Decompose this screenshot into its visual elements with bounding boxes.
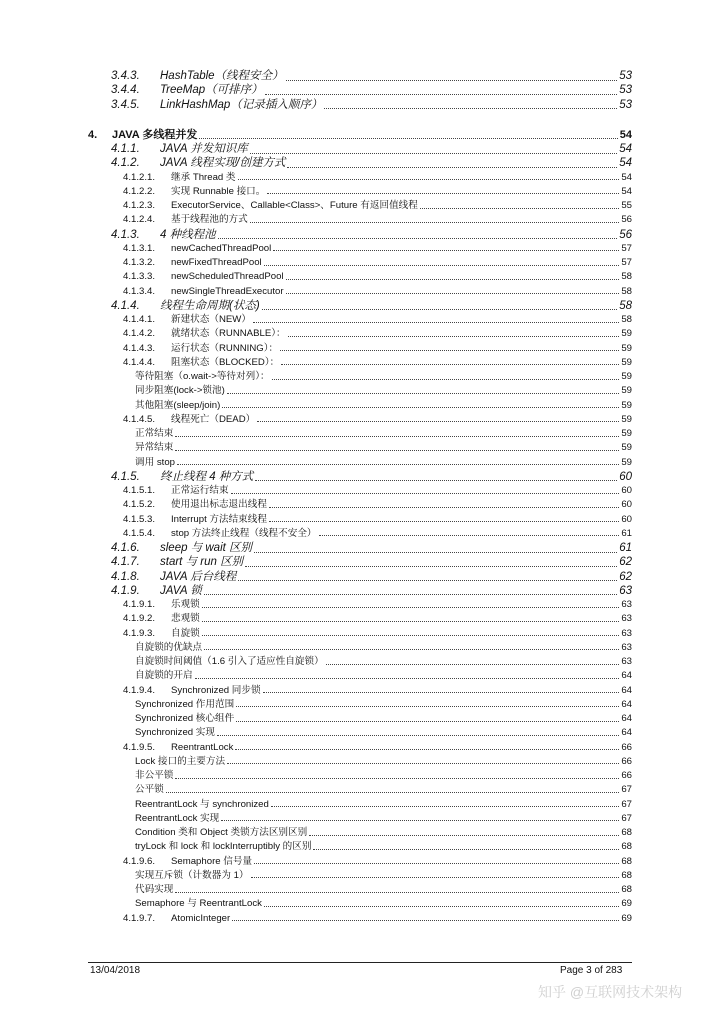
toc-entry-page: 59 (621, 356, 632, 368)
dot-leader (288, 336, 620, 337)
dot-leader (267, 193, 619, 194)
toc-entry-title: 就绪状态（RUNNABLE）： (171, 328, 286, 340)
dot-leader (222, 407, 619, 408)
dot-leader (250, 153, 617, 154)
toc-entry-title: Lock 接口的主要方法 (135, 755, 226, 767)
toc-entry-title: 终止线程 4 种方式 (160, 470, 254, 483)
dot-leader (175, 892, 619, 893)
toc-entry-number: 4.1.2.4. (123, 214, 156, 226)
toc-entry[interactable] (111, 100, 632, 112)
dot-leader (250, 222, 620, 223)
toc-entry-page: 68 (621, 884, 632, 895)
toc-entry-title: Synchronized 作用范围 (135, 698, 235, 710)
toc-entry[interactable] (123, 315, 632, 325)
toc-entry-page: 68 (621, 827, 632, 838)
toc-entry[interactable] (123, 686, 632, 696)
toc-entry-number: 4.1.9.4. (123, 684, 156, 696)
toc-entry[interactable] (135, 728, 632, 738)
dot-leader (204, 594, 617, 595)
toc-entry-title: 等待阻塞（o.wait->等待对列）： (135, 371, 270, 382)
toc-entry-title: 调用 stop (135, 456, 175, 468)
footer-date: 13/04/2018 (90, 965, 141, 976)
toc-entry[interactable] (135, 458, 632, 468)
toc-entry-page: 63 (621, 599, 632, 610)
dot-leader (166, 792, 620, 793)
toc-entry-number: 4.1.9.2. (123, 613, 156, 625)
toc-entry-page: 64 (621, 727, 632, 739)
toc-entry-page: 60 (619, 470, 632, 483)
dot-leader (204, 649, 619, 650)
toc-entry[interactable] (135, 643, 632, 653)
toc-entry-page: 61 (621, 527, 632, 539)
toc-entry-title: 同步阻塞(lock->锁池) (135, 385, 225, 397)
toc-entry-page: 69 (621, 898, 632, 910)
toc-entry-title: 代码实现 (135, 884, 174, 895)
toc-entry-number: 4.1.9.3. (123, 627, 156, 639)
toc-entry-number: 4.1.4.2. (123, 328, 156, 340)
watermark: 知乎 @互联网技术架构 (538, 984, 683, 1000)
toc-entry[interactable] (123, 857, 632, 867)
toc-entry-title: JAVA 多线程并发 (112, 128, 198, 141)
toc-entry[interactable] (135, 800, 632, 810)
toc-entry-number: 4.1.5.3. (123, 513, 156, 525)
toc-entry-page: 67 (621, 812, 632, 824)
toc-entry-title: 实现互斥锁（计数器为 1） (135, 869, 249, 881)
toc-entry-title: 线程生命周期(状态) (160, 299, 260, 312)
toc-entry-page: 64 (621, 698, 632, 710)
toc-entry-page: 62 (619, 556, 632, 569)
toc-entry-number: 4.1.4. (111, 299, 140, 312)
toc-entry-page: 64 (621, 670, 632, 682)
toc-entry-title: Semaphore 与 ReentrantLock (135, 898, 262, 910)
toc-entry-title: Synchronized 实现 (135, 727, 215, 739)
toc-entry-page: 59 (621, 413, 632, 425)
toc-entry-title: TreeMap（可排序） (160, 84, 263, 97)
toc-entry-title: 线程死亡（DEAD） (171, 413, 256, 425)
toc-entry-number: 4.1.4.3. (123, 342, 156, 354)
toc-entry[interactable] (123, 173, 632, 183)
toc-entry-number: 4.1.3.4. (123, 285, 156, 297)
dot-leader (238, 179, 620, 180)
toc-entry-title: AtomicInteger (171, 912, 231, 924)
toc-entry[interactable] (123, 486, 632, 496)
toc-entry[interactable] (111, 158, 632, 170)
toc-entry[interactable] (135, 443, 632, 453)
toc-entry-page: 54 (621, 171, 632, 183)
toc-entry-title: Condition 类和 Object 类锁方法区别区别 (135, 827, 308, 838)
toc-entry[interactable] (111, 85, 632, 97)
toc-entry[interactable] (123, 914, 632, 924)
toc-entry[interactable] (123, 529, 632, 539)
toc-entry-title: LinkHashMap（记录插入顺序） (160, 98, 323, 111)
toc-entry-title: 正常运行结束 (171, 485, 229, 496)
dot-leader (262, 309, 618, 310)
toc-entry-title: 4 种线程池 (160, 228, 216, 241)
toc-entry-title: 非公平锁 (135, 770, 174, 781)
toc-entry-number: 4.1.2.1. (123, 171, 156, 183)
toc-entry-title: 自旋锁时间阈值（1.6 引入了适应性自旋锁） (135, 656, 324, 667)
dot-leader (227, 763, 619, 764)
toc-entry[interactable] (135, 899, 632, 909)
toc-entry-title: ReentrantLock 实现 (135, 812, 220, 824)
dot-leader (199, 138, 617, 139)
toc-entry-page: 63 (621, 613, 632, 625)
toc-entry[interactable] (123, 215, 632, 225)
toc-entry-page: 53 (619, 84, 632, 97)
toc-entry-page: 54 (619, 128, 632, 141)
toc-entry-page: 59 (621, 342, 632, 354)
toc-entry-number: 4.1.3.2. (123, 257, 156, 268)
dot-leader (253, 322, 619, 323)
toc-entry-title: HashTable（线程安全） (160, 70, 284, 82)
dot-leader (227, 393, 620, 394)
toc-entry[interactable] (135, 828, 632, 838)
toc-entry[interactable] (123, 244, 632, 254)
toc-entry-title: JAVA 后台线程 (160, 570, 237, 583)
toc-entry[interactable] (123, 629, 632, 639)
dot-leader (263, 692, 620, 693)
toc-entry[interactable] (123, 272, 632, 282)
toc-entry-number: 3.4.3. (111, 70, 140, 82)
dot-leader (235, 749, 619, 750)
toc-entry-number: 4.1.8. (111, 570, 140, 583)
toc-entry[interactable] (123, 500, 632, 510)
toc-entry-number: 4.1.7. (111, 556, 140, 569)
toc-entry-title: newSingleThreadExecutor (171, 285, 284, 297)
toc-entry-title: 运行状态（RUNNING）： (171, 342, 279, 354)
toc-entry-number: 4.1.9. (111, 584, 140, 597)
toc-entry[interactable] (135, 386, 632, 396)
toc-entry-number: 4. (88, 128, 98, 141)
toc-entry-number: 3.4.5. (111, 98, 140, 111)
toc-entry-title: JAVA 并发知识库 (160, 143, 248, 155)
toc-entry[interactable] (123, 515, 632, 525)
dot-leader (238, 580, 617, 581)
toc-entry-page: 54 (621, 185, 632, 197)
toc-entry-title: tryLock 和 lock 和 lockInterruptibly 的区别 (135, 841, 312, 853)
toc-entry-number: 4.1.9.7. (123, 912, 156, 924)
toc-entry-page: 63 (619, 584, 632, 597)
dot-leader (175, 778, 619, 779)
toc-entry[interactable] (123, 415, 632, 425)
toc-entry-title: 公平锁 (135, 784, 164, 796)
toc-entry-page: 63 (621, 641, 632, 653)
dot-leader (236, 721, 619, 722)
dot-leader (420, 208, 619, 209)
dot-leader (221, 820, 619, 821)
dot-leader (175, 436, 619, 437)
dot-leader (269, 507, 619, 508)
toc-entry-number: 4.1.5.2. (123, 499, 156, 511)
toc-entry[interactable] (111, 586, 632, 598)
toc-entry-title: 使用退出标志退出线程 (171, 499, 267, 511)
dot-leader (195, 678, 620, 679)
toc-entry-title: JAVA 线程实现/创建方式 (160, 157, 286, 170)
toc-entry-page: 59 (621, 456, 632, 468)
toc-entry-page: 57 (621, 257, 632, 268)
toc-entry-number: 4.1.9.1. (123, 599, 156, 610)
toc-entry-title: Interrupt 方法结束线程 (171, 513, 267, 525)
toc-entry-page: 61 (619, 542, 632, 554)
toc-entry[interactable] (135, 700, 632, 710)
toc-entry-page: 59 (621, 385, 632, 397)
toc-entry-page: 68 (621, 869, 632, 881)
toc-entry-number: 4.1.3.3. (123, 271, 156, 283)
dot-leader (319, 535, 620, 536)
dot-leader (232, 920, 619, 921)
footer-divider (88, 962, 632, 963)
dot-leader (271, 806, 619, 807)
toc-entry-page: 59 (621, 328, 632, 340)
dot-leader (286, 293, 620, 294)
toc-entry[interactable] (135, 785, 632, 795)
toc-entry[interactable] (135, 885, 632, 895)
dot-leader (202, 607, 620, 608)
toc-entry-title: 正常结束 (135, 428, 174, 439)
toc-entry[interactable] (123, 600, 632, 610)
toc-entry[interactable] (123, 614, 632, 624)
toc-entry[interactable] (135, 429, 632, 439)
toc-entry-page: 62 (619, 570, 632, 583)
toc-entry-page: 55 (621, 200, 632, 211)
toc-entry-title: ReentrantLock 与 synchronized (135, 798, 269, 810)
toc-entry-number: 4.1.5.4. (123, 527, 156, 539)
toc-entry-page: 67 (621, 784, 632, 796)
toc-entry[interactable] (123, 201, 632, 211)
toc-entry[interactable] (111, 71, 632, 83)
toc-entry[interactable] (123, 344, 632, 354)
dot-leader (326, 664, 620, 665)
toc-entry-page: 68 (621, 841, 632, 853)
toc-entry-number: 4.1.5. (111, 470, 140, 483)
toc-entry-number: 4.1.5.1. (123, 485, 156, 496)
toc-entry[interactable] (135, 714, 632, 724)
dot-leader (245, 566, 617, 567)
toc-entry-page: 64 (621, 713, 632, 724)
toc-entry[interactable] (88, 130, 632, 141)
dot-leader (217, 735, 619, 736)
toc-entry-title: 实现 Runnable 接口。 (171, 185, 266, 197)
toc-entry-page: 59 (621, 399, 632, 411)
dot-leader (264, 906, 619, 907)
toc-entry-page: 58 (621, 314, 632, 325)
dot-leader (280, 350, 619, 351)
toc-entry-title: 异常结束 (135, 442, 174, 454)
toc-entry-page: 66 (621, 755, 632, 767)
dot-leader (287, 167, 617, 168)
toc-entry[interactable] (123, 358, 632, 368)
toc-entry-page: 60 (621, 513, 632, 525)
toc-entry-title: 新建状态（NEW） (171, 314, 251, 325)
dot-leader (273, 250, 619, 251)
toc-entry[interactable] (111, 543, 632, 555)
toc-entry[interactable] (135, 757, 632, 767)
toc-entry[interactable] (135, 771, 632, 781)
toc-entry-number: 4.1.4.4. (123, 356, 156, 368)
toc-entry-title: 自旋锁的开启 (135, 670, 193, 682)
toc-entry-page: 60 (621, 499, 632, 511)
toc-entry[interactable] (123, 329, 632, 339)
toc-entry[interactable] (135, 372, 632, 382)
toc-entry[interactable] (111, 230, 632, 242)
dot-leader (218, 238, 618, 239)
dot-leader (281, 364, 619, 365)
toc-entry-number: 4.1.4.1. (123, 314, 156, 325)
toc-entry[interactable] (135, 657, 632, 667)
dot-leader (264, 265, 620, 266)
toc-entry-page: 59 (621, 371, 632, 382)
dot-leader (286, 80, 618, 81)
toc-entry-title: ExecutorService、Callable<Class>、Future 有返回值线程 (171, 200, 418, 211)
dot-leader (231, 493, 620, 494)
toc-entry-page: 64 (621, 684, 632, 696)
toc-entry-page: 54 (619, 143, 632, 155)
toc-entry-title: newScheduledThreadPool (171, 271, 284, 283)
dot-leader (254, 863, 619, 864)
footer-page-number: Page 3 of 283 (560, 965, 623, 976)
toc-entry-page: 63 (621, 627, 632, 639)
dot-leader (313, 849, 619, 850)
toc-entry[interactable] (111, 557, 632, 569)
dot-leader (202, 635, 620, 636)
dot-leader (255, 480, 617, 481)
toc-entry-page: 59 (621, 442, 632, 454)
toc-entry-title: JAVA 锁 (160, 584, 202, 597)
toc-entry-title: sleep 与 wait 区别 (160, 542, 253, 554)
dot-leader (254, 552, 617, 553)
toc-entry-page: 53 (619, 70, 632, 82)
toc-entry[interactable] (111, 472, 632, 484)
toc-entry-page: 54 (619, 157, 632, 170)
toc-entry-title: stop 方法终止线程（线程不安全） (171, 527, 317, 539)
toc-entry[interactable] (135, 401, 632, 411)
toc-entry-page: 69 (621, 912, 632, 924)
toc-entry-title: 悲观锁 (171, 613, 200, 625)
toc-entry-number: 4.1.2.2. (123, 185, 156, 197)
dot-leader (269, 521, 619, 522)
dot-leader (265, 94, 618, 95)
toc-entry-title: Synchronized 核心组件 (135, 713, 235, 724)
toc-entry-title: 继承 Thread 类 (171, 171, 236, 183)
toc-entry[interactable] (111, 301, 632, 313)
toc-entry-title: 阻塞状态（BLOCKED）： (171, 356, 280, 368)
toc-entry-page: 58 (621, 285, 632, 297)
toc-entry[interactable] (123, 743, 632, 753)
toc-entry-title: start 与 run 区别 (160, 556, 244, 569)
dot-leader (236, 706, 619, 707)
toc-entry-number: 4.1.9.5. (123, 741, 156, 753)
toc-entry-page: 66 (621, 770, 632, 781)
dot-leader (324, 108, 617, 109)
toc-entry-number: 4.1.3.1. (123, 242, 156, 254)
toc-entry-title: Semaphore 信号量 (171, 855, 253, 867)
dot-leader (257, 421, 619, 422)
toc-entry-page: 60 (621, 485, 632, 496)
toc-entry-page: 58 (619, 299, 632, 312)
toc-entry-title: newFixedThreadPool (171, 257, 262, 268)
toc-entry-page: 68 (621, 855, 632, 867)
toc-entry-page: 59 (621, 428, 632, 439)
toc-entry-page: 67 (621, 798, 632, 810)
toc-entry-number: 4.1.2. (111, 157, 140, 170)
toc-entry-title: 乐观锁 (171, 599, 200, 610)
toc-entry[interactable] (111, 144, 632, 156)
toc-entry-number: 4.1.6. (111, 542, 140, 554)
toc-entry-page: 56 (619, 228, 632, 241)
toc-entry-page: 53 (619, 98, 632, 111)
toc-entry[interactable] (123, 287, 632, 297)
toc-entry-title: 自旋锁 (171, 627, 200, 639)
dot-leader (177, 464, 619, 465)
toc-entry-title: newCachedThreadPool (171, 242, 272, 254)
toc-entry-number: 4.1.1. (111, 143, 140, 155)
toc-entry-title: 其他阻塞(sleep/join) (135, 399, 221, 411)
dot-leader (286, 279, 620, 280)
toc-entry-number: 4.1.4.5. (123, 413, 156, 425)
toc-entry-title: Synchronized 同步锁 (171, 684, 261, 696)
dot-leader (202, 621, 620, 622)
toc-entry-page: 58 (621, 271, 632, 283)
toc-entry-number: 3.4.4. (111, 84, 140, 97)
toc-entry-title: ReentrantLock (171, 741, 234, 753)
dot-leader (272, 379, 620, 380)
dot-leader (175, 450, 619, 451)
toc-entry-number: 4.1.3. (111, 228, 140, 241)
toc-entry[interactable] (135, 871, 632, 881)
toc-entry[interactable] (135, 671, 632, 681)
toc-entry[interactable] (111, 572, 632, 584)
toc-entry[interactable] (135, 842, 632, 852)
toc-entry[interactable] (135, 814, 632, 824)
toc-entry-title: 基于线程池的方式 (171, 214, 248, 226)
toc-entry-page: 66 (621, 741, 632, 753)
toc-entry-number: 4.1.2.3. (123, 200, 156, 211)
dot-leader (251, 877, 620, 878)
toc-entry-number: 4.1.9.6. (123, 855, 156, 867)
dot-leader (309, 835, 619, 836)
toc-entry-page: 57 (621, 242, 632, 254)
toc-entry[interactable] (123, 187, 632, 197)
toc-entry-page: 63 (621, 656, 632, 667)
toc-entry-page: 56 (621, 214, 632, 226)
toc-entry-title: 自旋锁的优缺点 (135, 641, 203, 653)
toc-entry[interactable] (123, 258, 632, 268)
